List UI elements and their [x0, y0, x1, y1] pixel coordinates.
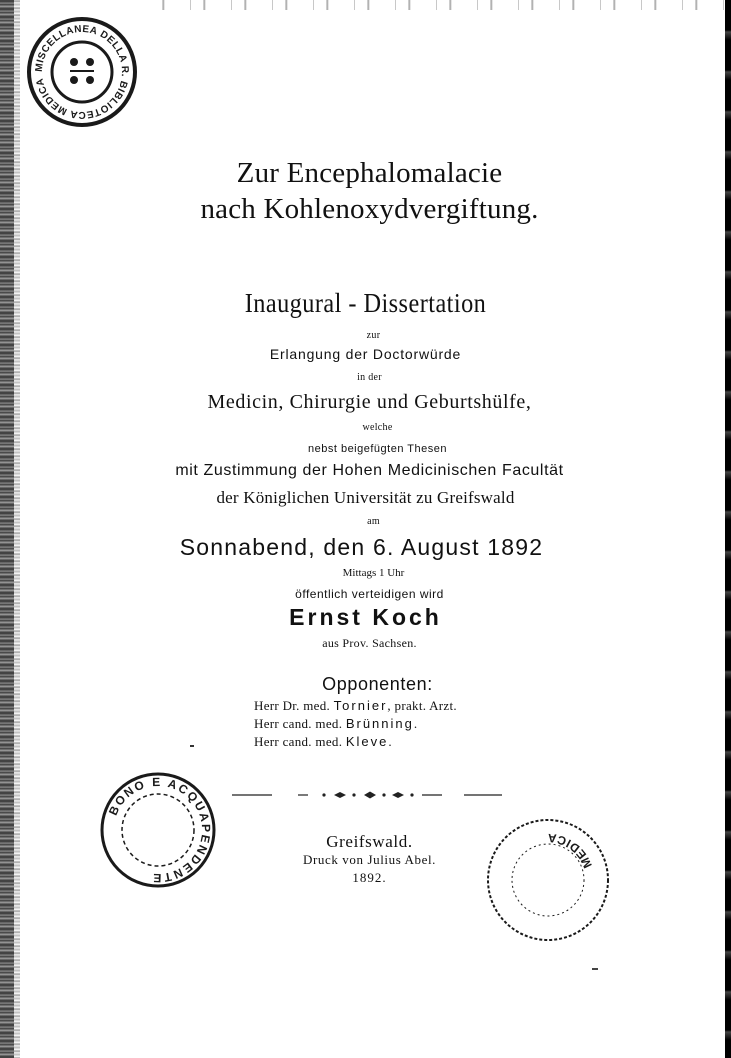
text-universitaet: der Königlichen Universität zu Greifswald [216, 488, 515, 507]
opponent-item: Herr Dr. med. Tornier, prakt. Arzt. [254, 698, 457, 713]
text-zur: zur [366, 330, 381, 341]
stamp-left-ring-text: BONO E ACQUAPENDENTE [105, 774, 214, 886]
text-erlangung: Erlangung der Doctorwürde [269, 346, 462, 362]
decorative-rule [232, 790, 502, 800]
text-am: am [367, 516, 380, 527]
text-nebst: nebst beigefügten Thesen [307, 443, 447, 455]
text-faculty-fields: Medicin, Chirurgie und Geburtshülfe, [207, 391, 532, 413]
title-line-1: Zur Encephalomalacie [236, 157, 503, 189]
stray-mark [592, 968, 598, 970]
opponent-item: Herr cand. med. Kleve. [254, 734, 392, 749]
opponents-list [254, 697, 554, 751]
defense-time: Mittags 1 Uhr [342, 567, 405, 579]
library-stamp-right [484, 816, 612, 944]
text-in-der: in der [357, 372, 382, 383]
svg-text:MEDICA [545, 831, 594, 871]
opponent-name: Kleve [345, 734, 389, 749]
scan-top-noise [150, 0, 725, 10]
opponents-heading: Opponenten: [322, 674, 433, 694]
stamp-top-emblem [70, 58, 94, 84]
opponent-name: Tornier [333, 698, 388, 713]
stamp-top-ring-text: MISCELLANEA DELLA R. BIBLIOTECA MEDICA [33, 23, 131, 121]
stray-mark [190, 745, 194, 747]
imprint-printer: Druck von Julius Abel. [302, 852, 437, 867]
text-welche: welche [362, 422, 393, 433]
title-line-2: nach Kohlenoxydvergiftung. [200, 193, 539, 225]
opponent-item: Herr cand. med. Brünning. [254, 716, 418, 731]
author-name: Ernst Koch [289, 604, 442, 630]
text-zustimmung: mit Zustimmung der Hohen Medicinischen Facultät [175, 462, 564, 479]
library-stamp-top [26, 16, 138, 128]
imprint-year: 1892. [352, 870, 387, 885]
author-origin: aus Prov. Sachsen. [322, 636, 417, 650]
dissertation-heading: Inaugural - Dissertation [244, 288, 487, 318]
defense-date: Sonnabend, den 6. August 1892 [179, 534, 544, 560]
imprint-place: Greifswald. [326, 832, 413, 851]
stamp-right-ring-text: MEDICA [545, 830, 595, 871]
opponent-name: Brünning [345, 716, 414, 731]
text-verteidigen: öffentlich verteidigen wird [295, 587, 444, 601]
